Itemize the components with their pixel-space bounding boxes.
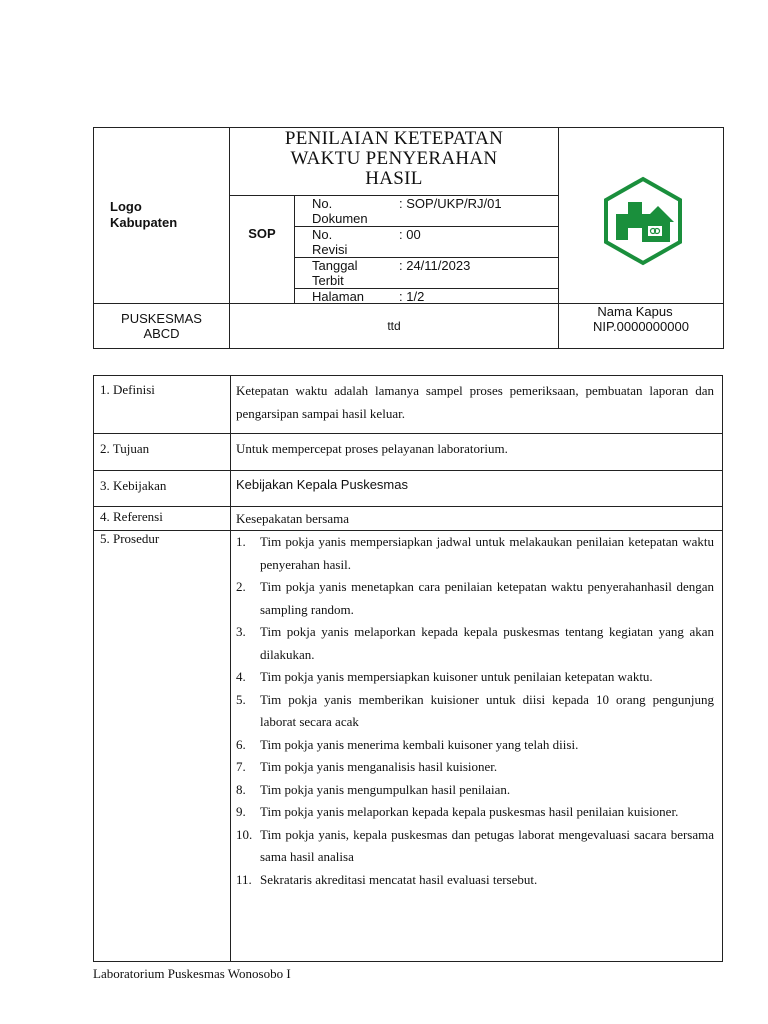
kapus-cell	[558, 303, 724, 349]
row-label: 4. Referensi	[100, 509, 163, 524]
row-label: 1. Definisi	[100, 382, 155, 397]
procedure-item	[236, 621, 714, 666]
procedure-item	[236, 734, 714, 757]
procedure-item	[236, 576, 714, 621]
procedure-list	[236, 531, 714, 891]
document-title	[229, 127, 559, 196]
logo-text-line-2: Kabupaten	[110, 215, 178, 230]
emblem-cell	[558, 127, 724, 304]
title-line-3: HASIL	[365, 168, 423, 189]
row-referensi	[94, 507, 722, 531]
procedure-item	[236, 531, 714, 576]
procedure-number: 1.	[236, 534, 246, 549]
procedure-text: Tim pokja yanis mempersiapkan jadwal untuk melakaukan penilaian ketepatan waktu penyerahan hasil.	[260, 534, 714, 572]
meta-value: : 24/11/2023	[399, 258, 471, 273]
row-text: Ketepatan waktu adalah lamanya sampel proses pemeriksaan, pembuatan laporan dan pengarsipan sampai hasil keluar.	[236, 383, 714, 421]
row-kebijakan	[94, 471, 722, 507]
row-definisi	[94, 376, 722, 434]
procedure-text: Tim pokja yanis melaporkan kepada kepala puskesmas tentang kegiatan yang akan dilakukan.	[260, 624, 714, 662]
meta-row-no-revisi	[294, 226, 559, 258]
logo-text-line-1: Logo	[110, 199, 142, 214]
meta-label	[312, 289, 364, 304]
row-label: 3. Kebijakan	[100, 478, 167, 493]
procedure-item	[236, 869, 714, 892]
meta-label-line: Dokumen	[312, 211, 368, 226]
puskesmas-emblem-icon	[598, 176, 688, 266]
procedure-number: 8.	[236, 781, 246, 797]
row-text: Kebijakan Kepala Puskesmas	[236, 477, 408, 492]
procedure-item	[236, 756, 714, 779]
meta-value: : 1/2	[399, 289, 425, 304]
procedure-number: 4.	[236, 669, 246, 684]
row-label: 2. Tujuan	[100, 441, 150, 456]
meta-row-tanggal-terbit	[294, 257, 559, 289]
procedure-text: Tim pokja yanis menganalisis hasil kuisioner.	[260, 759, 498, 774]
procedure-text: Tim pokja yanis menerima kembali kuisoner yang telah diisi.	[260, 736, 579, 752]
meta-value: : SOP/UKP/RJ/01	[399, 196, 502, 211]
procedure-number: 6.	[236, 736, 246, 752]
sop-content-table	[93, 375, 723, 962]
sop-label: SOP	[248, 226, 276, 241]
logo-cell	[93, 127, 230, 304]
kapus-name: Nama Kapus	[597, 304, 673, 319]
meta-value: : 00	[399, 227, 421, 242]
row-label: 5. Prosedur	[100, 531, 160, 546]
procedure-text: Tim pokja yanis mengumpulkan hasil penilaian.	[260, 781, 511, 797]
meta-label	[312, 196, 368, 226]
meta-label-line: Tanggal	[312, 258, 358, 273]
puskesmas-name-cell	[93, 303, 230, 349]
procedure-item	[236, 824, 714, 869]
sop-cell	[229, 195, 295, 304]
puskesmas-name	[94, 311, 229, 341]
procedure-number: 3.	[236, 624, 246, 639]
meta-label-line: No.	[312, 196, 333, 211]
row-tujuan	[94, 434, 722, 471]
procedure-item	[236, 666, 714, 689]
row-prosedur	[94, 531, 722, 961]
procedure-item	[236, 779, 714, 802]
procedure-number: 5.	[236, 691, 246, 707]
procedure-number: 7.	[236, 759, 246, 774]
procedure-text: Tim pokja yanis menetapkan cara penilaian ketepatan waktu penyerahanhasil dengan sampling random.	[260, 579, 714, 617]
procedure-text: Tim pokja yanis, kepala puskesmas dan petugas laborat mengevaluasi sacara bersama sama hasil analisa	[260, 826, 714, 864]
meta-label-line: No.	[312, 227, 333, 242]
meta-row-halaman	[294, 288, 559, 304]
row-text: Untuk mempercepat proses pelayanan laboratorium.	[236, 441, 508, 456]
row-text: Kesepakatan bersama	[236, 511, 349, 526]
signature-cell	[229, 303, 559, 349]
procedure-item	[236, 801, 714, 824]
procedure-text: Sekrataris akreditasi mencatat hasil evaluasi tersebut.	[260, 871, 538, 887]
procedure-item	[236, 689, 714, 734]
logo-placeholder	[110, 199, 177, 231]
title-line-1: PENILAIAN KETEPATAN	[284, 128, 504, 149]
title-line-2: WAKTU PENYERAHAN	[290, 148, 498, 169]
procedure-number: 2.	[236, 579, 246, 594]
kapus-nip: NIP.0000000000	[593, 319, 689, 334]
procedure-number: 10.	[236, 826, 253, 842]
meta-row-no-dokumen	[294, 195, 559, 227]
meta-label-line: Halaman	[312, 289, 365, 304]
procedure-text: Tim pokja yanis memberikan kuisioner untuk diisi kepada 10 orang pengunjung laborat secara acak	[260, 691, 714, 729]
procedure-text: Tim pokja yanis melaporkan kepada kepala puskesmas hasil penilaian kuisioner.	[260, 804, 679, 819]
meta-label-line: Terbit	[312, 273, 344, 288]
meta-label	[312, 227, 347, 257]
procedure-number: 9.	[236, 804, 246, 819]
page-footer: Laboratorium Puskesmas Wonosobo I	[93, 966, 291, 981]
meta-label-line: Revisi	[312, 242, 348, 257]
puskesmas-name-line: PUSKESMAS	[121, 311, 202, 326]
signature-ttd: ttd	[387, 319, 401, 333]
kapus-info	[559, 304, 723, 334]
procedure-number: 11.	[236, 871, 252, 887]
puskesmas-name-line: ABCD	[143, 326, 180, 341]
meta-label	[312, 258, 358, 288]
procedure-text: Tim pokja yanis mempersiapkan kuisoner untuk penilaian ketepatan waktu.	[260, 669, 653, 684]
